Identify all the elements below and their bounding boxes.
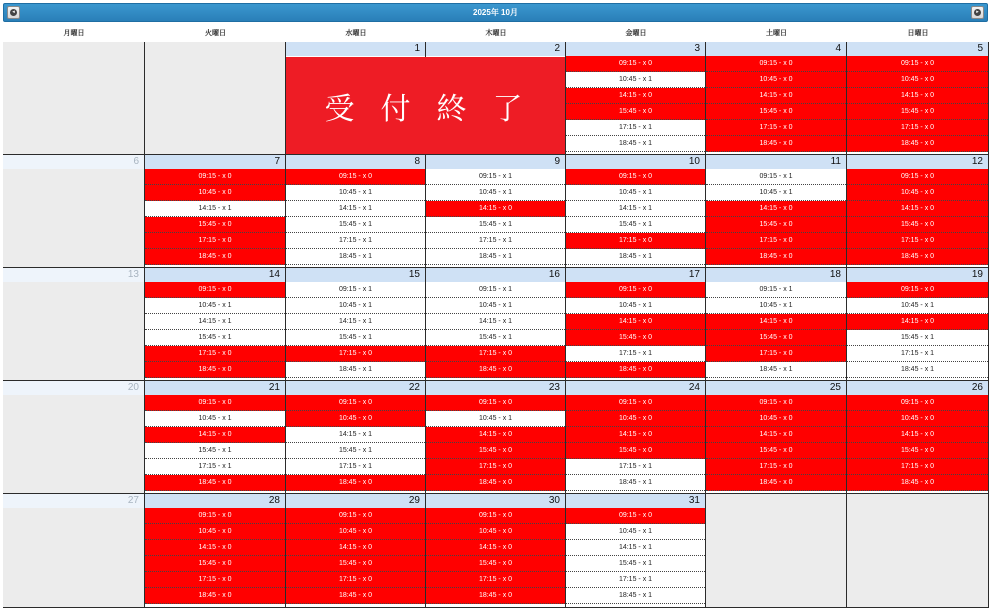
time-slot[interactable]: 17:15 - x 0 (566, 233, 705, 249)
calendar-day-4 (706, 42, 847, 155)
calendar-header (3, 3, 988, 22)
day-number: 5 (847, 42, 988, 56)
time-slot[interactable]: 10:45 - x 1 (426, 411, 565, 427)
calendar-cell-empty (847, 494, 989, 608)
calendar-day-3 (566, 42, 706, 155)
calendar-cell-empty (145, 42, 286, 155)
time-slot[interactable]: 15:45 - x 0 (566, 330, 705, 346)
weekday-label: 日曜日 (907, 29, 929, 37)
time-slot[interactable]: 10:45 - x 0 (847, 72, 988, 88)
day-number: 8 (286, 155, 425, 169)
time-slot[interactable]: 15:45 - x 0 (847, 217, 988, 233)
prev-month-button[interactable] (7, 6, 20, 19)
time-slot[interactable]: 15:45 - x 0 (706, 217, 846, 233)
time-slot[interactable]: 15:45 - x 1 (847, 330, 988, 346)
time-slot[interactable]: 14:15 - x 0 (706, 314, 846, 330)
time-slot[interactable]: 15:45 - x 0 (566, 443, 705, 459)
time-slot[interactable]: 15:45 - x 0 (847, 104, 988, 120)
calendar-day-31 (566, 494, 706, 608)
time-slot[interactable]: 18:45 - x 1 (566, 249, 705, 265)
time-slot[interactable]: 10:45 - x 1 (706, 298, 846, 314)
time-slot[interactable]: 09:15 - x 0 (145, 282, 285, 298)
time-slot[interactable]: 17:15 - x 1 (286, 233, 425, 249)
day-number: 17 (566, 268, 705, 282)
closed-banner: 受付終了 (286, 57, 565, 154)
time-slot[interactable]: 10:45 - x 0 (286, 524, 425, 540)
day-number: 4 (706, 42, 846, 56)
time-slot[interactable]: 14:15 - x 0 (426, 201, 565, 217)
time-slot[interactable]: 17:15 - x 0 (706, 120, 846, 136)
time-slot[interactable]: 14:15 - x 0 (566, 427, 705, 443)
day-number: 3 (566, 42, 705, 56)
time-slot[interactable]: 15:45 - x 1 (145, 443, 285, 459)
day-number: 6 (3, 155, 144, 169)
time-slot[interactable]: 14:15 - x 1 (426, 314, 565, 330)
time-slot[interactable]: 10:45 - x 1 (566, 72, 705, 88)
time-slot[interactable]: 09:15 - x 0 (286, 169, 425, 185)
time-slot[interactable]: 09:15 - x 0 (145, 508, 285, 524)
time-slot[interactable]: 14:15 - x 0 (706, 201, 846, 217)
time-slot[interactable]: 10:45 - x 0 (706, 411, 846, 427)
time-slot[interactable]: 18:45 - x 0 (426, 588, 565, 604)
day-number: 10 (566, 155, 705, 169)
day-number: 1 (286, 42, 425, 56)
time-slot[interactable]: 15:45 - x 1 (145, 330, 285, 346)
time-slot[interactable]: 15:45 - x 0 (706, 104, 846, 120)
calendar-day-24 (566, 381, 706, 494)
time-slot[interactable]: 10:45 - x 0 (145, 185, 285, 201)
weekday-label: 金曜日 (625, 29, 647, 37)
calendar-day-6 (3, 155, 145, 268)
time-slot[interactable]: 10:45 - x 1 (566, 185, 705, 201)
time-slot[interactable]: 18:45 - x 0 (145, 362, 285, 378)
time-slot[interactable]: 09:15 - x 0 (847, 56, 988, 72)
day-number: 14 (145, 268, 285, 282)
time-slot[interactable]: 17:15 - x 1 (566, 572, 705, 588)
time-slot[interactable]: 17:15 - x 0 (145, 233, 285, 249)
time-slot[interactable]: 18:45 - x 0 (847, 136, 988, 152)
time-slot[interactable]: 17:15 - x 1 (145, 459, 285, 475)
day-number: 24 (566, 381, 705, 395)
calendar-day-17 (566, 268, 706, 381)
time-slot[interactable]: 14:15 - x 1 (145, 314, 285, 330)
calendar-day-28 (145, 494, 286, 608)
day-number: 15 (286, 268, 425, 282)
month-title: 2025年 10月 (473, 8, 518, 17)
time-slot[interactable]: 09:15 - x 0 (566, 395, 705, 411)
time-slot[interactable]: 10:45 - x 1 (847, 298, 988, 314)
time-slot[interactable]: 17:15 - x 0 (145, 572, 285, 588)
time-slot[interactable]: 10:45 - x 1 (426, 185, 565, 201)
time-slot[interactable]: 14:15 - x 0 (847, 427, 988, 443)
day-number: 20 (3, 381, 144, 395)
calendar-day-22 (286, 381, 426, 494)
weekday-label: 木曜日 (485, 29, 507, 37)
time-slot[interactable]: 09:15 - x 1 (706, 282, 846, 298)
time-slot[interactable]: 18:45 - x 0 (286, 588, 425, 604)
time-slot[interactable]: 09:15 - x 0 (426, 395, 565, 411)
time-slot[interactable]: 17:15 - x 1 (566, 346, 705, 362)
calendar-day-23 (426, 381, 566, 494)
time-slot[interactable]: 15:45 - x 0 (426, 556, 565, 572)
time-slot[interactable]: 18:45 - x 0 (145, 249, 285, 265)
time-slot[interactable]: 15:45 - x 1 (426, 330, 565, 346)
day-number: 30 (426, 494, 565, 508)
calendar-cell-empty (706, 494, 847, 608)
time-slot[interactable]: 15:45 - x 1 (566, 217, 705, 233)
weekday-label: 土曜日 (766, 29, 787, 37)
day-number: 7 (145, 155, 285, 169)
time-slot[interactable]: 10:45 - x 0 (706, 72, 846, 88)
time-slot[interactable]: 10:45 - x 0 (566, 411, 705, 427)
calendar-day-8 (286, 155, 426, 268)
time-slot[interactable]: 10:45 - x 1 (426, 298, 565, 314)
day-number: 18 (706, 268, 846, 282)
time-slot[interactable]: 14:15 - x 1 (566, 540, 705, 556)
time-slot[interactable]: 14:15 - x 1 (286, 201, 425, 217)
time-slot[interactable]: 09:15 - x 0 (145, 395, 285, 411)
time-slot[interactable]: 15:45 - x 0 (706, 330, 846, 346)
time-slot[interactable]: 09:15 - x 0 (847, 282, 988, 298)
calendar-day-14 (145, 268, 286, 381)
time-slot[interactable]: 09:15 - x 0 (847, 395, 988, 411)
time-slot[interactable]: 17:15 - x 1 (566, 459, 705, 475)
calendar-day-25 (706, 381, 847, 494)
time-slot[interactable]: 18:45 - x 1 (426, 249, 565, 265)
time-slot[interactable]: 14:15 - x 0 (145, 427, 285, 443)
time-slot[interactable]: 18:45 - x 1 (286, 362, 425, 378)
calendar-day-19 (847, 268, 989, 381)
time-slot[interactable]: 14:15 - x 0 (286, 540, 425, 556)
time-slot[interactable]: 14:15 - x 1 (286, 427, 425, 443)
time-slot[interactable]: 10:45 - x 1 (566, 524, 705, 540)
time-slot[interactable]: 17:15 - x 0 (847, 459, 988, 475)
time-slot[interactable]: 09:15 - x 0 (286, 508, 425, 524)
calendar-day-13 (3, 268, 145, 381)
time-slot[interactable]: 14:15 - x 0 (566, 88, 705, 104)
time-slot[interactable]: 10:45 - x 1 (286, 185, 425, 201)
time-slot[interactable]: 15:45 - x 0 (145, 556, 285, 572)
time-slot[interactable]: 09:15 - x 0 (566, 508, 705, 524)
time-slot[interactable]: 17:15 - x 0 (286, 346, 425, 362)
time-slot[interactable]: 18:45 - x 0 (426, 475, 565, 491)
time-slot[interactable]: 18:45 - x 0 (706, 249, 846, 265)
time-slot[interactable]: 09:15 - x 0 (566, 282, 705, 298)
time-slot[interactable]: 10:45 - x 1 (145, 298, 285, 314)
time-slot[interactable]: 09:15 - x 1 (706, 169, 846, 185)
time-slot[interactable]: 09:15 - x 0 (566, 169, 705, 185)
time-slot[interactable]: 14:15 - x 0 (426, 540, 565, 556)
time-slot[interactable]: 14:15 - x 0 (847, 314, 988, 330)
calendar-cell-empty (3, 42, 145, 155)
time-slot[interactable]: 18:45 - x 0 (286, 475, 425, 491)
time-slot[interactable]: 14:15 - x 0 (566, 314, 705, 330)
time-slot[interactable]: 10:45 - x 1 (145, 411, 285, 427)
time-slot[interactable]: 14:15 - x 0 (426, 427, 565, 443)
time-slot[interactable]: 15:45 - x 1 (286, 330, 425, 346)
time-slot[interactable]: 14:15 - x 0 (706, 88, 846, 104)
calendar-day-27 (3, 494, 145, 608)
calendar-day-21 (145, 381, 286, 494)
calendar-day-9 (426, 155, 566, 268)
time-slot[interactable]: 17:15 - x 1 (426, 233, 565, 249)
day-number: 22 (286, 381, 425, 395)
day-number: 2 (426, 42, 565, 56)
time-slot[interactable]: 15:45 - x 0 (566, 104, 705, 120)
time-slot[interactable]: 15:45 - x 0 (286, 556, 425, 572)
time-slot[interactable]: 15:45 - x 1 (286, 217, 425, 233)
weekday-label: 月曜日 (63, 29, 85, 37)
time-slot[interactable]: 10:45 - x 0 (286, 411, 425, 427)
calendar-day-16 (426, 268, 566, 381)
time-slot[interactable]: 18:45 - x 0 (706, 136, 846, 152)
time-slot[interactable]: 09:15 - x 0 (566, 56, 705, 72)
time-slot[interactable]: 17:15 - x 0 (706, 233, 846, 249)
weekday-label: 火曜日 (205, 29, 226, 37)
time-slot[interactable]: 15:45 - x 0 (706, 443, 846, 459)
time-slot[interactable]: 17:15 - x 0 (426, 572, 565, 588)
time-slot[interactable]: 18:45 - x 1 (566, 588, 705, 604)
time-slot[interactable]: 14:15 - x 0 (706, 427, 846, 443)
time-slot[interactable]: 15:45 - x 0 (426, 443, 565, 459)
day-number: 25 (706, 381, 846, 395)
time-slot[interactable]: 18:45 - x 1 (706, 362, 846, 378)
time-slot[interactable]: 09:15 - x 0 (847, 169, 988, 185)
day-number: 28 (145, 494, 285, 508)
time-slot[interactable]: 09:15 - x 0 (706, 56, 846, 72)
calendar-day-15 (286, 268, 426, 381)
time-slot[interactable]: 17:15 - x 1 (286, 459, 425, 475)
day-number: 26 (847, 381, 988, 395)
calendar-day-26 (847, 381, 989, 494)
time-slot[interactable]: 10:45 - x 1 (566, 298, 705, 314)
time-slot[interactable]: 17:15 - x 0 (706, 459, 846, 475)
time-slot[interactable]: 17:15 - x 0 (426, 459, 565, 475)
day-number: 23 (426, 381, 565, 395)
time-slot[interactable]: 09:15 - x 1 (426, 169, 565, 185)
calendar-day-7 (145, 155, 286, 268)
time-slot[interactable]: 14:15 - x 0 (145, 540, 285, 556)
time-slot[interactable]: 10:45 - x 1 (286, 298, 425, 314)
calendar-day-10 (566, 155, 706, 268)
next-month-icon: ▸ (974, 9, 981, 16)
day-number: 16 (426, 268, 565, 282)
time-slot[interactable]: 18:45 - x 0 (566, 362, 705, 378)
time-slot[interactable]: 14:15 - x 1 (566, 201, 705, 217)
time-slot[interactable]: 18:45 - x 0 (706, 475, 846, 491)
day-number: 13 (3, 268, 144, 282)
calendar-day-29 (286, 494, 426, 608)
next-month-button[interactable] (971, 6, 984, 19)
time-slot[interactable]: 18:45 - x 0 (847, 249, 988, 265)
calendar-day-11 (706, 155, 847, 268)
time-slot[interactable]: 09:15 - x 0 (145, 169, 285, 185)
time-slot[interactable]: 18:45 - x 0 (145, 588, 285, 604)
time-slot[interactable]: 09:15 - x 1 (286, 282, 425, 298)
time-slot[interactable]: 17:15 - x 0 (145, 346, 285, 362)
time-slot[interactable]: 18:45 - x 1 (286, 249, 425, 265)
time-slot[interactable]: 17:15 - x 0 (286, 572, 425, 588)
time-slot[interactable]: 17:15 - x 1 (847, 346, 988, 362)
calendar-day-5 (847, 42, 989, 155)
day-number: 11 (706, 155, 846, 169)
time-slot[interactable]: 10:45 - x 0 (847, 185, 988, 201)
prev-month-icon: ◂ (10, 9, 17, 16)
day-number: 21 (145, 381, 285, 395)
calendar-day-30 (426, 494, 566, 608)
time-slot[interactable]: 10:45 - x 1 (706, 185, 846, 201)
time-slot[interactable]: 17:15 - x 0 (426, 346, 565, 362)
time-slot[interactable]: 17:15 - x 0 (706, 346, 846, 362)
time-slot[interactable]: 18:45 - x 0 (426, 362, 565, 378)
time-slot[interactable]: 18:45 - x 0 (847, 475, 988, 491)
day-number: 19 (847, 268, 988, 282)
time-slot[interactable]: 10:45 - x 0 (145, 524, 285, 540)
time-slot[interactable]: 15:45 - x 1 (566, 556, 705, 572)
time-slot[interactable]: 18:45 - x 1 (847, 362, 988, 378)
time-slot[interactable]: 09:15 - x 0 (426, 508, 565, 524)
time-slot[interactable]: 09:15 - x 0 (706, 395, 846, 411)
time-slot[interactable]: 09:15 - x 1 (426, 282, 565, 298)
time-slot[interactable]: 15:45 - x 1 (286, 443, 425, 459)
time-slot[interactable]: 14:15 - x 1 (286, 314, 425, 330)
time-slot[interactable]: 17:15 - x 1 (566, 120, 705, 136)
day-number: 9 (426, 155, 565, 169)
time-slot[interactable]: 15:45 - x 0 (145, 217, 285, 233)
time-slot[interactable]: 14:15 - x 0 (847, 88, 988, 104)
time-slot[interactable]: 14:15 - x 0 (847, 201, 988, 217)
time-slot[interactable]: 09:15 - x 0 (286, 395, 425, 411)
day-number: 29 (286, 494, 425, 508)
calendar-day-20 (3, 381, 145, 494)
time-slot[interactable]: 10:45 - x 0 (847, 411, 988, 427)
time-slot[interactable]: 14:15 - x 1 (145, 201, 285, 217)
time-slot[interactable]: 17:15 - x 0 (847, 120, 988, 136)
day-number: 12 (847, 155, 988, 169)
weekday-label: 水曜日 (345, 29, 367, 37)
time-slot[interactable]: 18:45 - x 1 (566, 475, 705, 491)
time-slot[interactable]: 15:45 - x 1 (426, 217, 565, 233)
time-slot[interactable]: 10:45 - x 0 (426, 524, 565, 540)
time-slot[interactable]: 17:15 - x 0 (847, 233, 988, 249)
day-number: 27 (3, 494, 144, 508)
time-slot[interactable]: 18:45 - x 1 (566, 136, 705, 152)
time-slot[interactable]: 18:45 - x 0 (145, 475, 285, 491)
time-slot[interactable]: 15:45 - x 0 (847, 443, 988, 459)
day-number: 31 (566, 494, 705, 508)
calendar-day-18 (706, 268, 847, 381)
calendar-day-12 (847, 155, 989, 268)
